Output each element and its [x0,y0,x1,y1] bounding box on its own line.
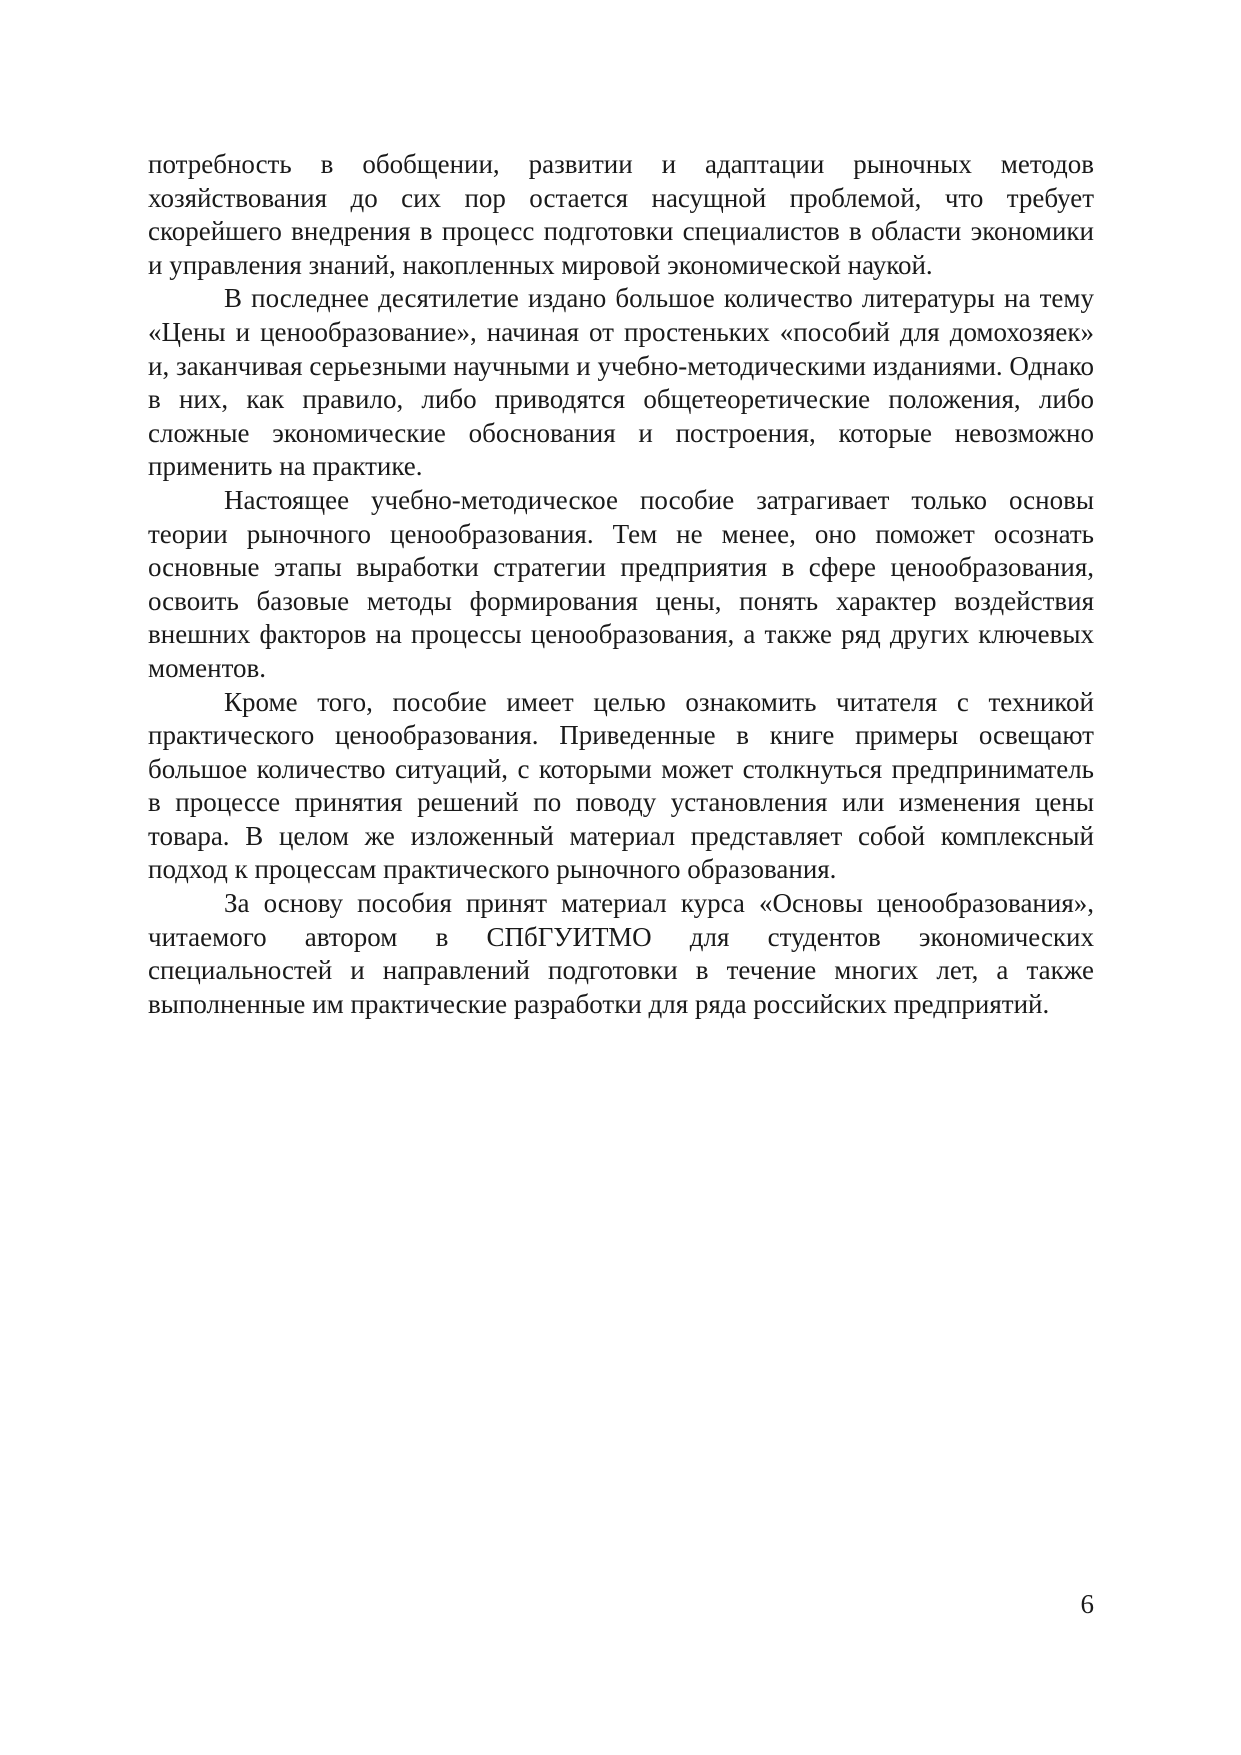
paragraph-manual-scope: Настоящее учебно-методическое пособие затрагивает только основы теории рыночного ценообразования. Тем не менее, оно поможет осознать основные этапы выработки стратегии предприятия в сфере ценообразования, освоить базовые методы формирования цены, понять характер воздействия внешних факторов на процессы ценообразования, а также ряд других ключевых моментов. [148,484,1094,683]
page-number: 6 [1080,1589,1094,1619]
paragraph-continuation: потребность в обобщении, развитии и адаптации рыночных методов хозяйствования до сих пор остается насущной проблемой, что требует скорейшего внедрения в процесс подготовки специалистов в области экономики и управления знаний, накопленных мировой экономической наукой. [148,149,1094,280]
paragraph-practical-pricing: Кроме того, пособие имеет целью ознакомить читателя с техникой практического ценообразования. Приведенные в книге примеры освещают большое количество ситуаций, с которыми может столкнуться предприниматель в процессе принятия решений по поводу установления или изменения цены товара. В целом же изложенный материал представляет собой комплексный подход к процессам практического рыночного образования. [148,686,1094,885]
paragraph-literature: В последнее десятилетие издано большое количество литературы на тему «Цены и ценообразование», начиная от простеньких «пособий для домохозяек» и, заканчивая серьезными научными и учебно-методическими изданиями. Однако в них, как правило, либо приводятся общетеоретические положения, либо сложные экономические обоснования и построения, которые невозможно применить на практике. [148,283,1094,482]
paragraph-course-basis: За основу пособия принят материал курса «Основы ценообразования», читаемого автором в СПбГУИТМО для студентов экономических специальностей и направлений подготовки в течение многих лет, а также выполненные им практические разработки для ряда российских предприятий. [148,888,1094,1019]
body-text [148,148,1094,1021]
